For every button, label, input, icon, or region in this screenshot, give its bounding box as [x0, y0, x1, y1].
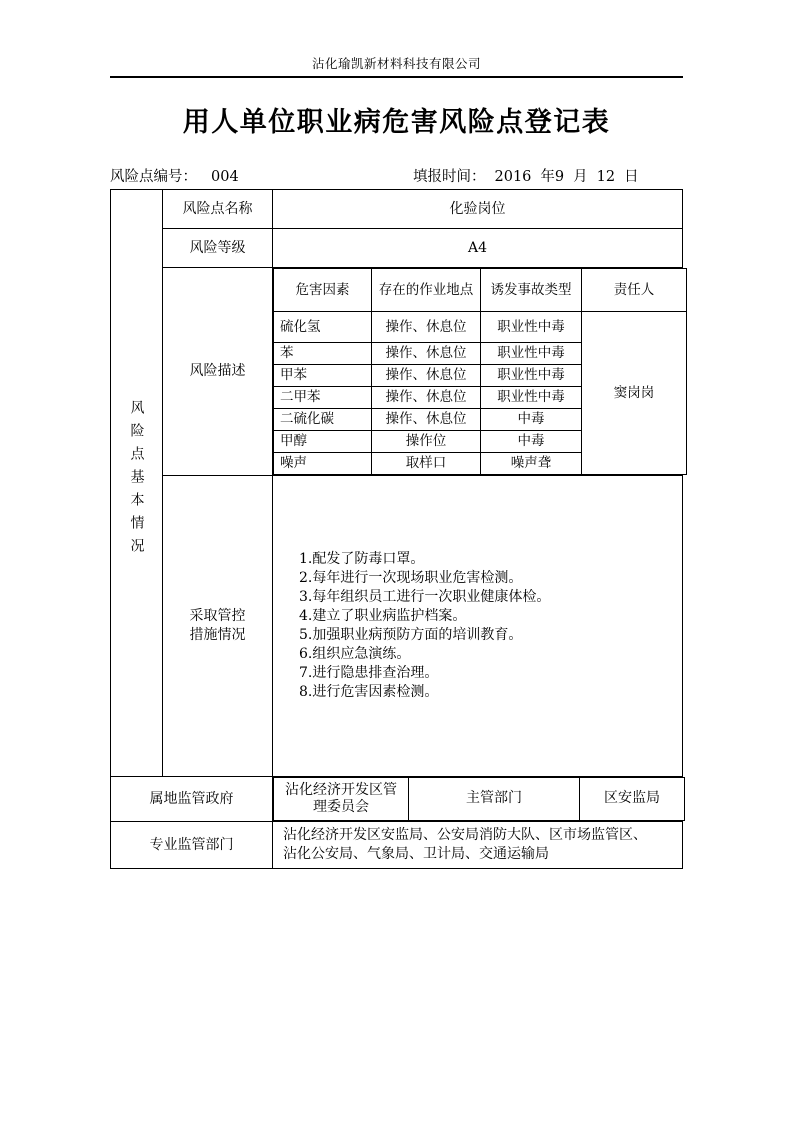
list-item: 沾化经济开发区安监局、公安局消防大队、区市场监管区、 [283, 827, 647, 844]
report-date-label: 填报时间： [413, 169, 486, 185]
table-row [111, 268, 683, 476]
local-government-value-line2: 理委员会 [313, 799, 369, 815]
report-date-year: 2016 [494, 169, 532, 185]
hazard-header-accident-type: 诱发事故类型 [481, 269, 582, 312]
table-row [111, 777, 683, 822]
list-item: 4.建立了职业病监护档案。 [299, 608, 467, 625]
responsible-person-value: 窦岗岗 [582, 312, 687, 475]
hazard-location: 操作、休息位 [372, 312, 481, 343]
control-measures-list [273, 476, 683, 777]
spine-label-cell [111, 190, 163, 777]
professional-supervision-value [273, 822, 683, 869]
report-date-day: 12 [596, 169, 616, 185]
control-measures-label [163, 476, 273, 777]
report-date-day-unit: 日 [624, 169, 639, 185]
list-item: 沾化公安局、气象局、卫计局、交通运输局 [283, 846, 549, 862]
risk-point-name-value: 化验岗位 [273, 190, 683, 229]
hazard-location: 取样口 [372, 453, 481, 475]
list-item: 3.每年组织员工进行一次职业健康体检。 [299, 589, 551, 606]
hazard-factor: 二硫化碳 [274, 409, 372, 431]
list-item: 2.每年进行一次现场职业危害检测。 [299, 570, 523, 587]
risk-level-label: 风险等级 [163, 229, 273, 268]
document-title: 用人单位职业病危害风险点登记表 [182, 107, 611, 138]
professional-supervision-label: 专业监管部门 [111, 822, 273, 869]
hazard-header-location: 存在的作业地点 [372, 269, 481, 312]
hazard-location: 操作、休息位 [372, 343, 481, 365]
hazard-accident-type: 职业性中毒 [481, 387, 582, 409]
hazard-factor: 甲苯 [274, 365, 372, 387]
authority-department-value: 区安监局 [580, 778, 685, 821]
local-government-label: 属地监管政府 [111, 777, 273, 822]
table-row [111, 190, 683, 229]
hazard-accident-type: 中毒 [481, 431, 582, 453]
risk-point-name-label: 风险点名称 [163, 190, 273, 229]
hazard-factor: 噪声 [274, 453, 372, 475]
header-divider [110, 76, 683, 78]
risk-description-label: 风险描述 [163, 268, 273, 476]
local-government-value [274, 778, 409, 821]
report-date-month-unit: 月 [573, 169, 588, 185]
list-item: 1.配发了防毒口罩。 [299, 551, 425, 568]
hazard-header-factor: 危害因素 [274, 269, 372, 312]
spine-label-text: 风险点基本情况 [128, 399, 145, 561]
list-item: 7.进行隐患排查治理。 [299, 664, 439, 681]
table-row [111, 476, 683, 777]
table-row [274, 778, 685, 821]
report-date-month: 9 [554, 169, 565, 185]
risk-registration-table [110, 189, 683, 869]
footer-authority-table [273, 777, 685, 821]
risk-description-cell [273, 268, 683, 476]
hazard-accident-type: 中毒 [481, 409, 582, 431]
hazard-header-responsible-person: 责任人 [582, 269, 687, 312]
hazard-location: 操作、休息位 [372, 365, 481, 387]
table-row [111, 822, 683, 869]
risk-point-number-label: 风险点编号： [110, 169, 197, 185]
hazard-accident-type: 职业性中毒 [481, 343, 582, 365]
table-row [274, 312, 687, 343]
hazard-location: 操作、休息位 [372, 409, 481, 431]
list-item: 8.进行危害因素检测。 [299, 683, 439, 700]
table-row [111, 229, 683, 268]
hazard-factor: 甲醇 [274, 431, 372, 453]
hazard-factor-table [273, 268, 687, 475]
authority-department-label: 主管部门 [409, 778, 580, 821]
list-item: 5.加强职业病预防方面的培训教育。 [299, 627, 523, 643]
hazard-accident-type: 职业性中毒 [481, 312, 582, 343]
hazard-table-header-row [274, 269, 687, 312]
hazard-factor: 苯 [274, 343, 372, 365]
list-item: 6.组织应急演练。 [299, 645, 411, 662]
report-date-year-unit: 年 [540, 169, 555, 185]
control-measures-label-line1: 采取管控 [189, 608, 246, 625]
hazard-location: 操作位 [372, 431, 481, 453]
control-measures-label-line2: 措施情况 [189, 627, 246, 643]
hazard-factor: 二甲苯 [274, 387, 372, 409]
meta-line [110, 165, 685, 185]
risk-point-number [110, 165, 239, 186]
hazard-accident-type: 噪声聋 [481, 453, 582, 475]
local-government-cell [273, 777, 683, 822]
risk-level-value: A4 [273, 229, 683, 268]
risk-point-number-value: 004 [211, 169, 239, 185]
hazard-accident-type: 职业性中毒 [481, 365, 582, 387]
hazard-factor: 硫化氢 [274, 312, 372, 343]
company-name: 沾化瑜凯新材料科技有限公司 [311, 56, 481, 71]
report-date [413, 165, 639, 186]
hazard-location: 操作、休息位 [372, 387, 481, 409]
local-government-value-line1: 沾化经济开发区管 [285, 781, 397, 798]
